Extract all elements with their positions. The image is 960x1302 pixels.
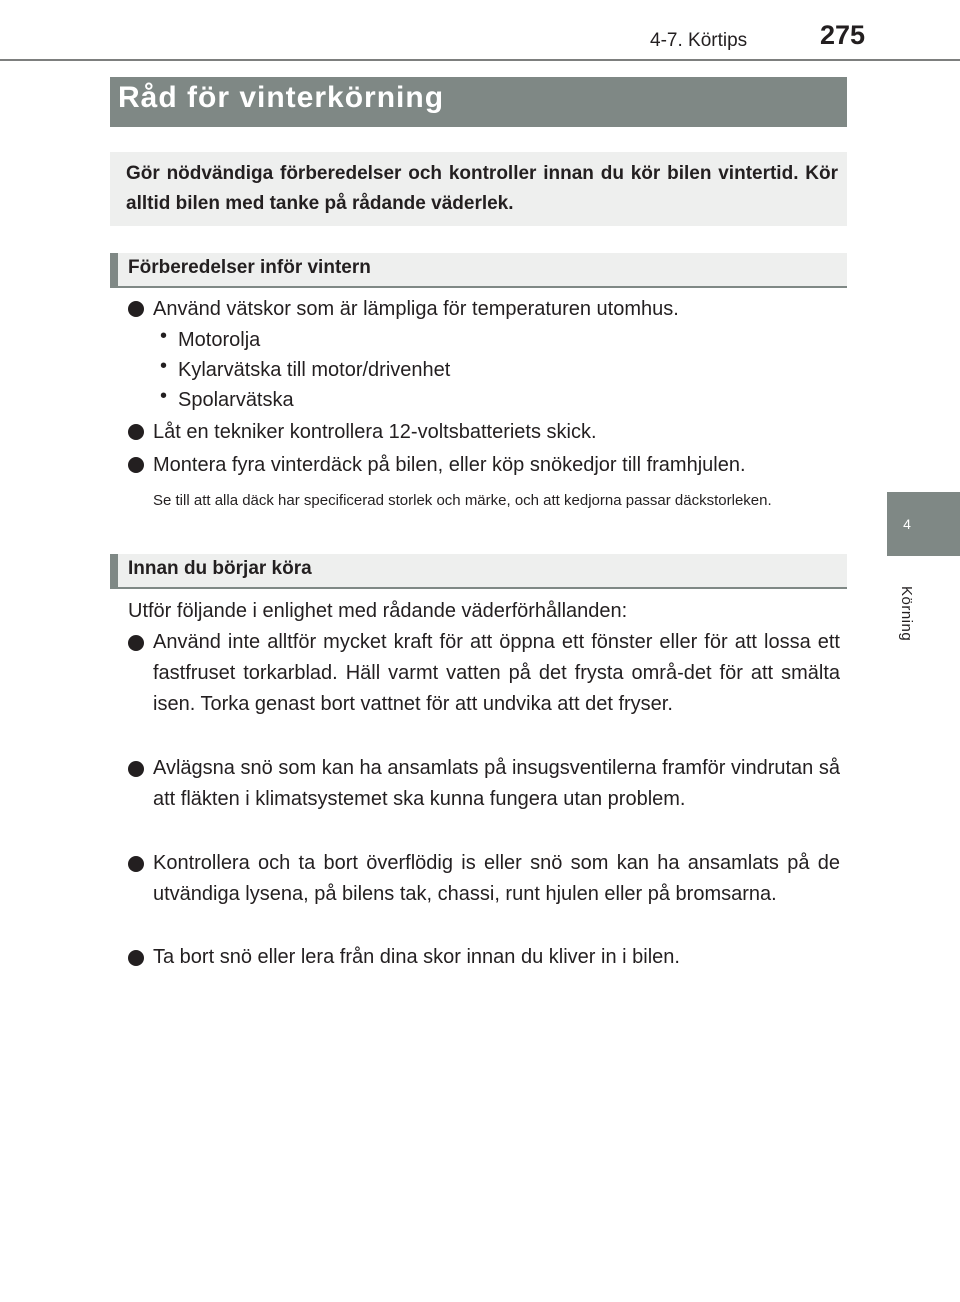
section-label: 4-7. Körtips xyxy=(650,30,748,51)
bullet-icon xyxy=(128,856,144,872)
bullet-icon xyxy=(128,457,144,473)
list-item: Använd vätskor som är lämpliga för temperaturen utomhus. xyxy=(153,298,679,320)
chapter-tab xyxy=(887,492,960,556)
bullet-icon xyxy=(128,761,144,777)
bullet-icon xyxy=(128,301,144,317)
bullet-icon xyxy=(128,424,144,440)
section-heading-text: Innan du börjar köra xyxy=(128,558,312,579)
list-item: Montera fyra vinterdäck på bilen, eller köp snökedjor till framhjulen. xyxy=(153,454,746,476)
page-header xyxy=(0,0,960,62)
section-lead: Utför följande i enlighet med rådande väderförhållanden: xyxy=(128,600,628,622)
chapter-number: 4 xyxy=(903,516,911,532)
list-item: Använd inte alltför mycket kraft för att öppna ett fönster eller för att lossa ett fastfruset torkarblad. Häll varmt vatten på det frysta områ-det för att smälta isen. Torka genast bort vattnet för att undvika att det fryser. xyxy=(153,631,840,715)
section-heading-before-driving xyxy=(110,554,847,587)
chapter-label: Körning xyxy=(898,586,915,642)
section-heading-preparations xyxy=(110,253,847,286)
header-divider xyxy=(0,59,960,61)
page-title-bar xyxy=(110,77,847,127)
list-item: Kontrollera och ta bort överflödig is eller snö som kan ha ansamlats på de utvändiga lysena, på bilens tak, chassi, runt hjulen eller på bromsarna. xyxy=(153,852,840,905)
list-item: Låt en tekniker kontrollera 12-voltsbatteriets skick. xyxy=(153,421,597,443)
intro-text: Gör nödvändiga förberedelser och kontroller innan du kör bilen vintertid. Kör alltid bilen med tanke på rådande väderlek. xyxy=(126,163,838,214)
section-heading-text: Förberedelser inför vintern xyxy=(128,257,371,278)
sub-bullet-icon: • xyxy=(160,355,168,377)
sub-list-item: Motorolja xyxy=(178,329,261,351)
page-number: 275 xyxy=(820,20,866,50)
sub-bullet-icon: • xyxy=(160,325,168,347)
sub-bullet-icon: • xyxy=(160,385,168,407)
intro-box xyxy=(110,152,847,226)
sub-list-item: Kylarvätska till motor/drivenhet xyxy=(178,359,451,381)
note-text: Se till att alla däck har specificerad storlek och märke, och att kedjorna passar däckstorleken. xyxy=(153,492,772,509)
list-item: Avlägsna snö som kan ha ansamlats på insugsventilerna framför vindrutan så att fläkten i klimatsystemet ska kunna fungera utan problem. xyxy=(153,757,840,810)
page-title: Råd för vinterkörning xyxy=(118,81,445,114)
sub-list-item: Spolarvätska xyxy=(178,389,294,411)
bullet-icon xyxy=(128,950,144,966)
bullet-icon xyxy=(128,635,144,651)
list-item: Ta bort snö eller lera från dina skor innan du kliver in i bilen. xyxy=(153,946,680,968)
